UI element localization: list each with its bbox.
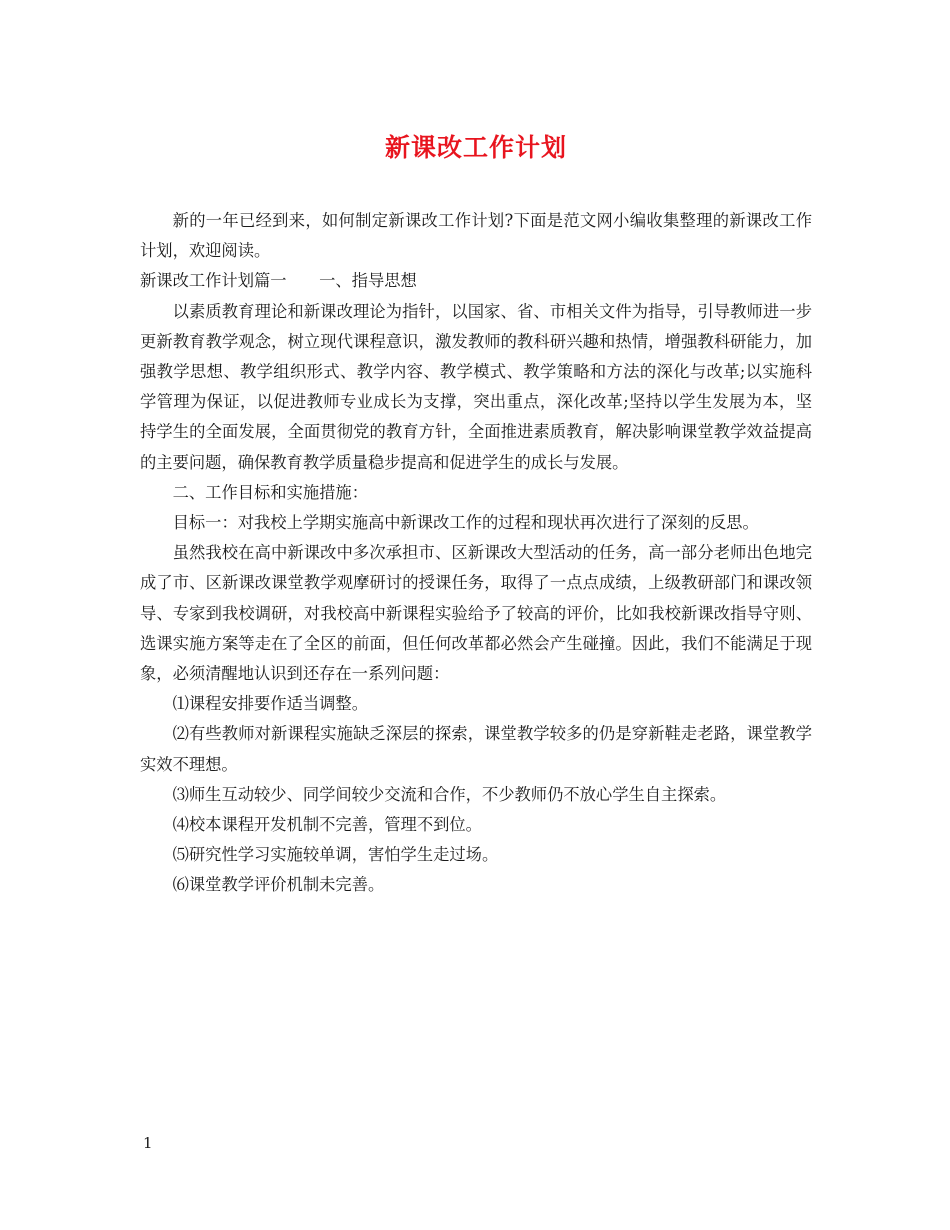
- document-body: [140, 206, 812, 901]
- document-title: 新课改工作计划: [384, 133, 567, 162]
- paragraph: 虽然我校在高中新课改中多次承担市、区新课改大型活动的任务，高一部分老师出色地完成了市、区新课改课堂教学观摩研讨的授课任务，取得了一点点成绩，上级教研部门和课改领导、专家到我校调研，对我校高中新课程实验给予了较高的评价，比如我校新课改指导守则、选课实施方案等走在了全区的前面，但任何改革都必然会产生碰撞。因此，我们不能满足于现象，必须清醒地认识到还存在一系列问题：: [140, 543, 812, 684]
- paragraph: ⑵有些教师对新课程实施缺乏深层的探索，课堂教学较多的仍是穿新鞋走老路，课堂教学实效不理想。: [140, 724, 812, 774]
- page-number: 1: [143, 1134, 153, 1152]
- paragraph: 新的一年已经到来，如何制定新课改工作计划?下面是范文网小编收集整理的新课改工作计划，欢迎阅读。: [140, 211, 812, 261]
- paragraph: ⑹课堂教学评价机制未完善。: [172, 875, 385, 895]
- paragraph: 以素质教育理论和新课改理论为指针，以国家、省、市相关文件为指导，引导教师进一步更新教育教学观念，树立现代课程意识，激发教师的教科研兴趣和热情，增强教科研能力，加强教学思想、教学组织形式、教学内容、教学模式、教学策略和方法的深化与改革;以实施科学管理为保证，以促进教师专业成长为支撑，突出重点，深化改革;坚持以学生发展为本，坚持学生的全面发展，全面贯彻党的教育方针，全面推进素质教育，解决影响课堂教学效益提高的主要问题，确保教育教学质量稳步提高和促进学生的成长与发展。: [140, 301, 812, 472]
- paragraph: ⑸研究性学习实施较单调，害怕学生走过场。: [172, 845, 499, 865]
- paragraph: ⑶师生互动较少、同学间较少交流和合作，不少教师仍不放心学生自主探索。: [172, 784, 727, 804]
- paragraph: 目标一：对我校上学期实施高中新课改工作的过程和现状再次进行了深刻的反思。: [172, 513, 759, 533]
- paragraph: 新课改工作计划篇一 一、指导思想: [140, 271, 417, 291]
- paragraph: ⑴课程安排要作适当调整。: [172, 694, 368, 714]
- paragraph: 二、工作目标和实施措施：: [172, 482, 368, 502]
- paragraph: ⑷校本课程开发机制不完善，管理不到位。: [172, 815, 482, 835]
